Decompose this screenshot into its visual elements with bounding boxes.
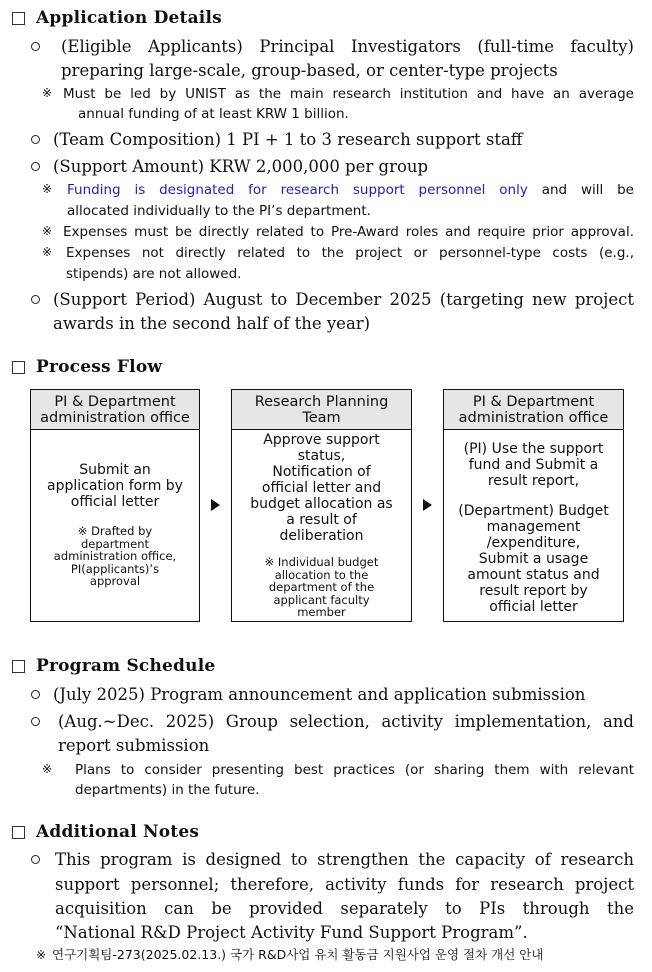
process-step-2-header: Research Planning Team [232,390,411,430]
process-step-1-main: Submit an application form by official letter [47,462,183,510]
schedule-note-line2: departments) in the future. [75,782,260,798]
circle-bullet-icon [31,295,40,304]
process-step-1-note: ※ Drafted by department administration office, PI(applicants)’s approval [53,524,177,588]
process-step-2-note: ※ Individual budget allocation to the department of the applicant faculty member [264,555,379,619]
funding-designation-highlight: Funding is designated for research support personnel only [67,182,528,198]
flow-arrow-icon [423,499,432,511]
flow-arrow-icon [211,499,220,511]
amount-note2-text: Expenses must be directly related to Pre-Award roles and require prior approval. [63,224,634,240]
reference-mark-icon: ※ [42,245,53,259]
process-step-2-main: Approve support status, Notification of official letter and budget allocation as a result of deliberation [250,432,393,544]
process-step-3-main2: (Department) Budget management /expenditure, Submit a usage amount status and result report by official letter [458,503,609,615]
reference-mark-icon: ※ [42,86,53,100]
support-amount-text: (Support Amount) KRW 2,000,000 per group [53,157,429,176]
notes-line4: “National R&D Project Activity Fund Support Program”. [55,923,528,942]
section-checkbox-icon [12,12,25,25]
amount-note1-line1 [67,180,634,200]
process-step-3-main: (PI) Use the support fund and Submit a result report, [463,441,604,489]
team-composition-text: (Team Composition) 1 PI + 1 to 3 research support staff [53,130,523,149]
circle-bullet-icon [31,855,40,864]
section-title-schedule: Program Schedule [36,656,216,676]
reference-mark-icon: ※ [36,948,47,962]
process-step-1 [30,389,200,622]
reference-mark-icon: ※ [42,224,53,238]
eligible-note-line2: annual funding of at least KRW 1 billion. [78,106,349,122]
amount-note1-rest: and will be [527,182,634,198]
section-checkbox-icon [12,660,25,673]
process-step-1-header: PI & Department administration office [31,390,199,430]
reference-document-footer: 연구기획팀-273(2025.02.13.) 국가 R&D사업 유치 활동금 지원사업 운영 절차 개선 안내 [52,947,544,962]
reference-mark-icon: ※ [42,182,53,196]
eligible-text-line1: (Eligible Applicants) Principal Investigators (full-time faculty) [61,37,634,56]
circle-bullet-icon [31,135,40,144]
section-checkbox-icon [12,361,25,374]
circle-bullet-icon [31,690,40,699]
section-title-process: Process Flow [36,357,163,377]
schedule-note-line1: Plans to consider presenting best practices (or sharing them with relevant [75,762,634,778]
section-title-application: Application Details [36,8,222,28]
process-step-3 [443,389,624,622]
schedule-item1: (July 2025) Program announcement and application submission [53,685,586,704]
section-title-notes: Additional Notes [36,822,200,842]
schedule-item2-line1: (Aug.~Dec. 2025) Group selection, activity implementation, and [58,712,634,731]
circle-bullet-icon [31,162,40,171]
process-step-2 [231,389,412,622]
amount-note3-line2: stipends) are not allowed. [66,266,242,282]
support-period-line1: (Support Period) August to December 2025 (targeting new project [53,290,634,309]
amount-note1-line2: allocated individually to the PI’s department. [67,203,371,219]
eligible-note-line1: Must be led by UNIST as the main research institution and have an average [63,86,634,102]
process-step-3-header: PI & Department administration office [444,390,623,430]
support-period-line2: awards in the second half of the year) [53,314,371,333]
schedule-item2-line2: report submission [58,736,210,755]
reference-mark-icon: ※ [42,762,53,776]
circle-bullet-icon [31,42,40,51]
notes-line1: This program is designed to strengthen the capacity of research [55,850,634,869]
notes-line3: acquisition can be provided separately to PIs through the [55,899,634,918]
eligible-text-line2: preparing large-scale, group-based, or center-type projects [61,61,558,80]
section-checkbox-icon [12,826,25,839]
amount-note3-line1: Expenses not directly related to the project or personnel-type costs (e.g., [66,245,634,261]
notes-line2: support personnel; therefore, activity funds for research project [55,875,634,894]
circle-bullet-icon [31,717,40,726]
